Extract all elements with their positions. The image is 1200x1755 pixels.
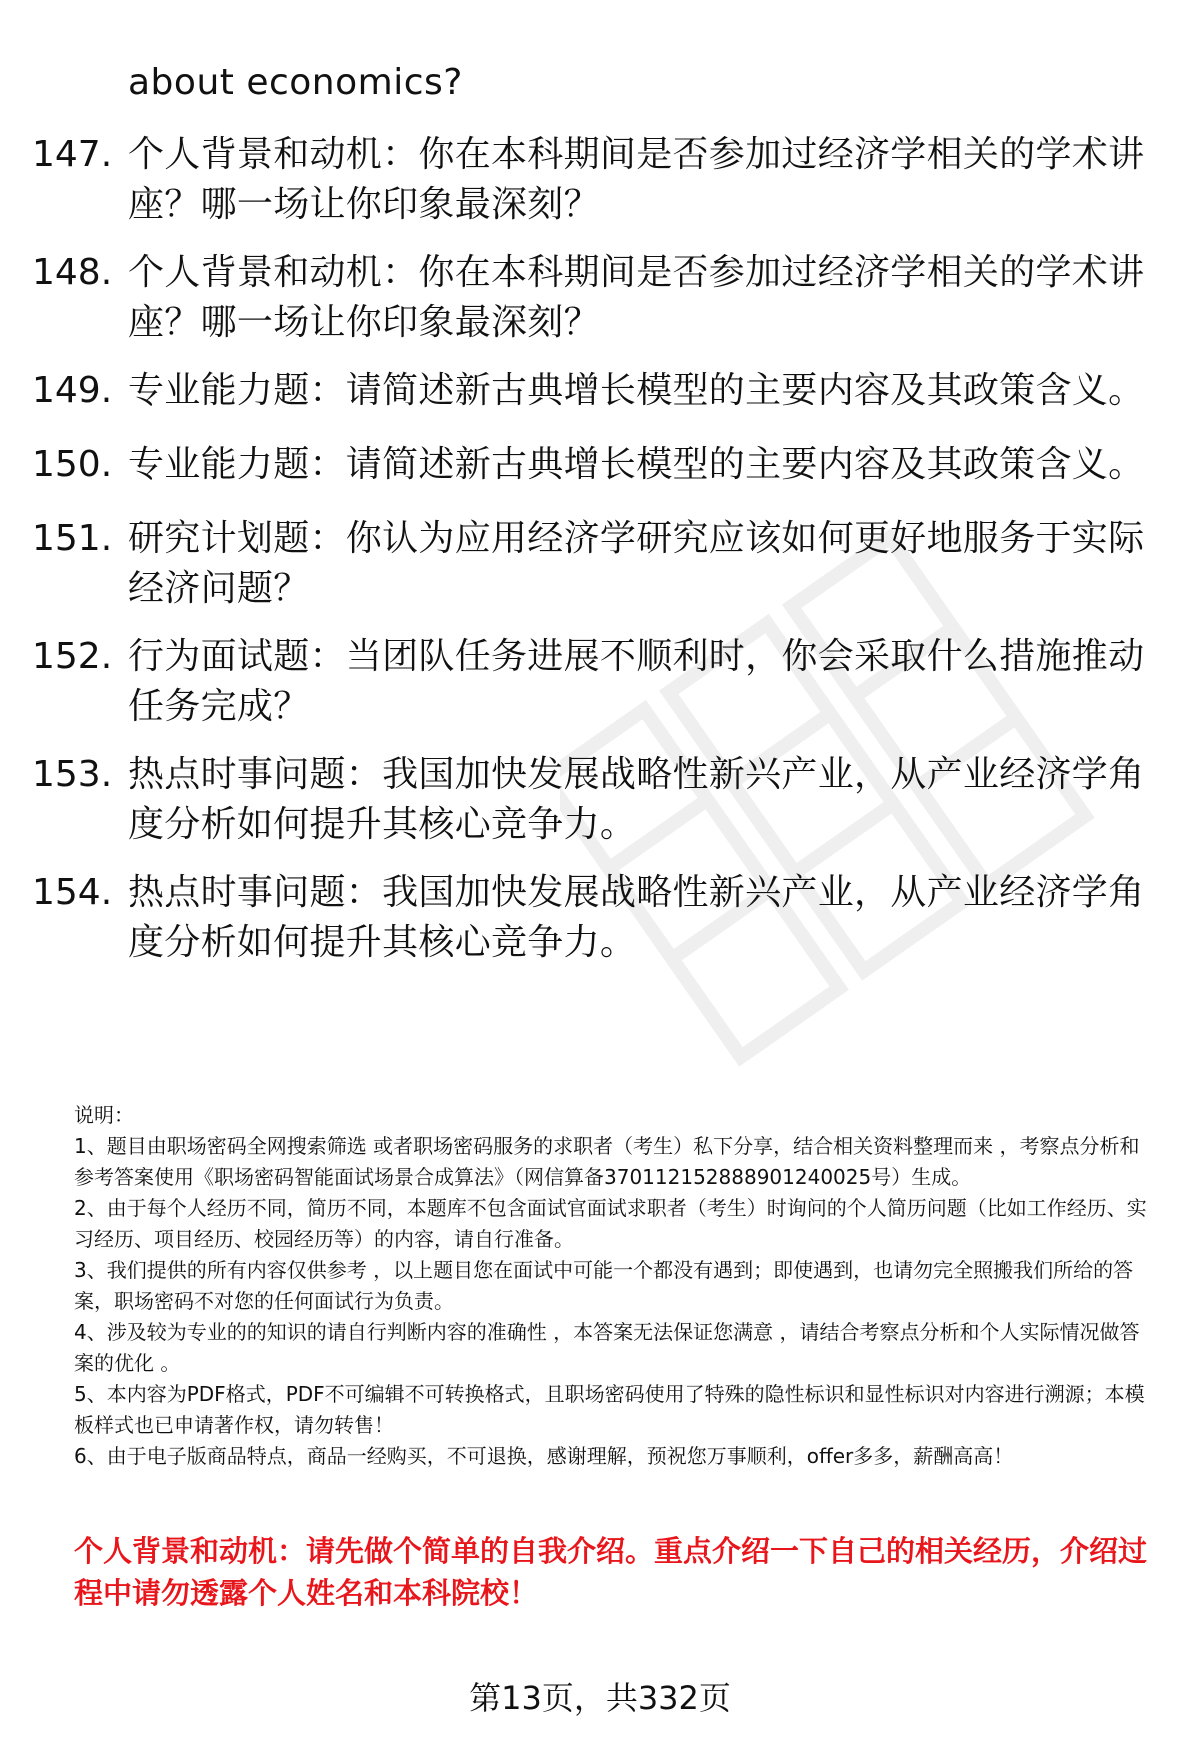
question-number: 153. xyxy=(32,754,113,795)
question-number: 150. xyxy=(32,444,113,485)
note-item: 5、本内容为PDF格式，PDF不可编辑不可转换格式，且职场密码使用了特殊的隐性标识和显性标识对内容进行溯源；本模板样式也已申请著作权，请勿转售！ xyxy=(74,1382,1145,1437)
page-number: 第13页，共332页 xyxy=(469,1679,731,1717)
question-number: 154. xyxy=(32,872,113,913)
question-text: 专业能力题：请简述新古典增长模型的主要内容及其政策含义。 xyxy=(128,444,1145,485)
question-text: 个人背景和动机：你在本科期间是否参加过经济学相关的学术讲座？哪一场让你印象最深刻？ xyxy=(128,252,1145,343)
previous-question-continuation: about economics? xyxy=(128,62,463,103)
question-text: 行为面试题：当团队任务进展不顺利时，你会采取什么措施推动任务完成？ xyxy=(128,636,1145,727)
question-text: 研究计划题：你认为应用经济学研究应该如何更好地服务于实际经济问题？ xyxy=(128,518,1145,609)
question-text: 热点时事问题：我国加快发展战略性新兴产业，从产业经济学角度分析如何提升其核心竞争力。 xyxy=(128,872,1145,963)
question-number: 152. xyxy=(32,636,113,677)
question-text: 个人背景和动机：你在本科期间是否参加过经济学相关的学术讲座？哪一场让你印象最深刻？ xyxy=(128,134,1145,225)
notes-heading: 说明： xyxy=(74,1103,134,1127)
note-item: 2、由于每个人经历不同，简历不同，本题库不包含面试官面试求职者（考生）时询问的个人简历问题（比如工作经历、实习经历、项目经历、校园经历等）的内容，请自行准备。 xyxy=(74,1196,1147,1251)
note-item: 6、由于电子版商品特点，商品一经购买，不可退换，感谢理解，预祝您万事顺利，offer多多，薪酬高高！ xyxy=(74,1444,1014,1468)
note-item: 3、我们提供的所有内容仅供参考 ，以上题目您在面试中可能一个都没有遇到；即使遇到，也请勿完全照搬我们所给的答案，职场密码不对您的任何面试行为负责。 xyxy=(74,1258,1134,1313)
question-number: 147. xyxy=(32,134,113,175)
question-number: 151. xyxy=(32,518,113,559)
question-number: 149. xyxy=(32,370,113,411)
notes-section xyxy=(74,1100,1154,1472)
question-text: 专业能力题：请简述新古典增长模型的主要内容及其政策含义。 xyxy=(128,370,1145,411)
question-text: 热点时事问题：我国加快发展战略性新兴产业，从产业经济学角度分析如何提升其核心竞争力。 xyxy=(128,754,1145,845)
highlighted-instruction: 个人背景和动机：请先做个简单的自我介绍。重点介绍一下自己的相关经历，介绍过程中请勿透露个人姓名和本科院校！ xyxy=(74,1534,1148,1610)
note-item: 1、题目由职场密码全网搜索筛选 或者职场密码服务的求职者（考生）私下分享，结合相关资料整理而来 ，考察点分析和参考答案使用《职场密码智能面试场景合成算法》（网信算备370112152888901240025号）生成。 xyxy=(74,1134,1140,1189)
question-number: 148. xyxy=(32,252,113,293)
note-item: 4、涉及较为专业的的知识的请自行判断内容的准确性 ，本答案无法保证您满意 ，请结合考察点分析和个人实际情况做答案的优化 。 xyxy=(74,1320,1140,1375)
